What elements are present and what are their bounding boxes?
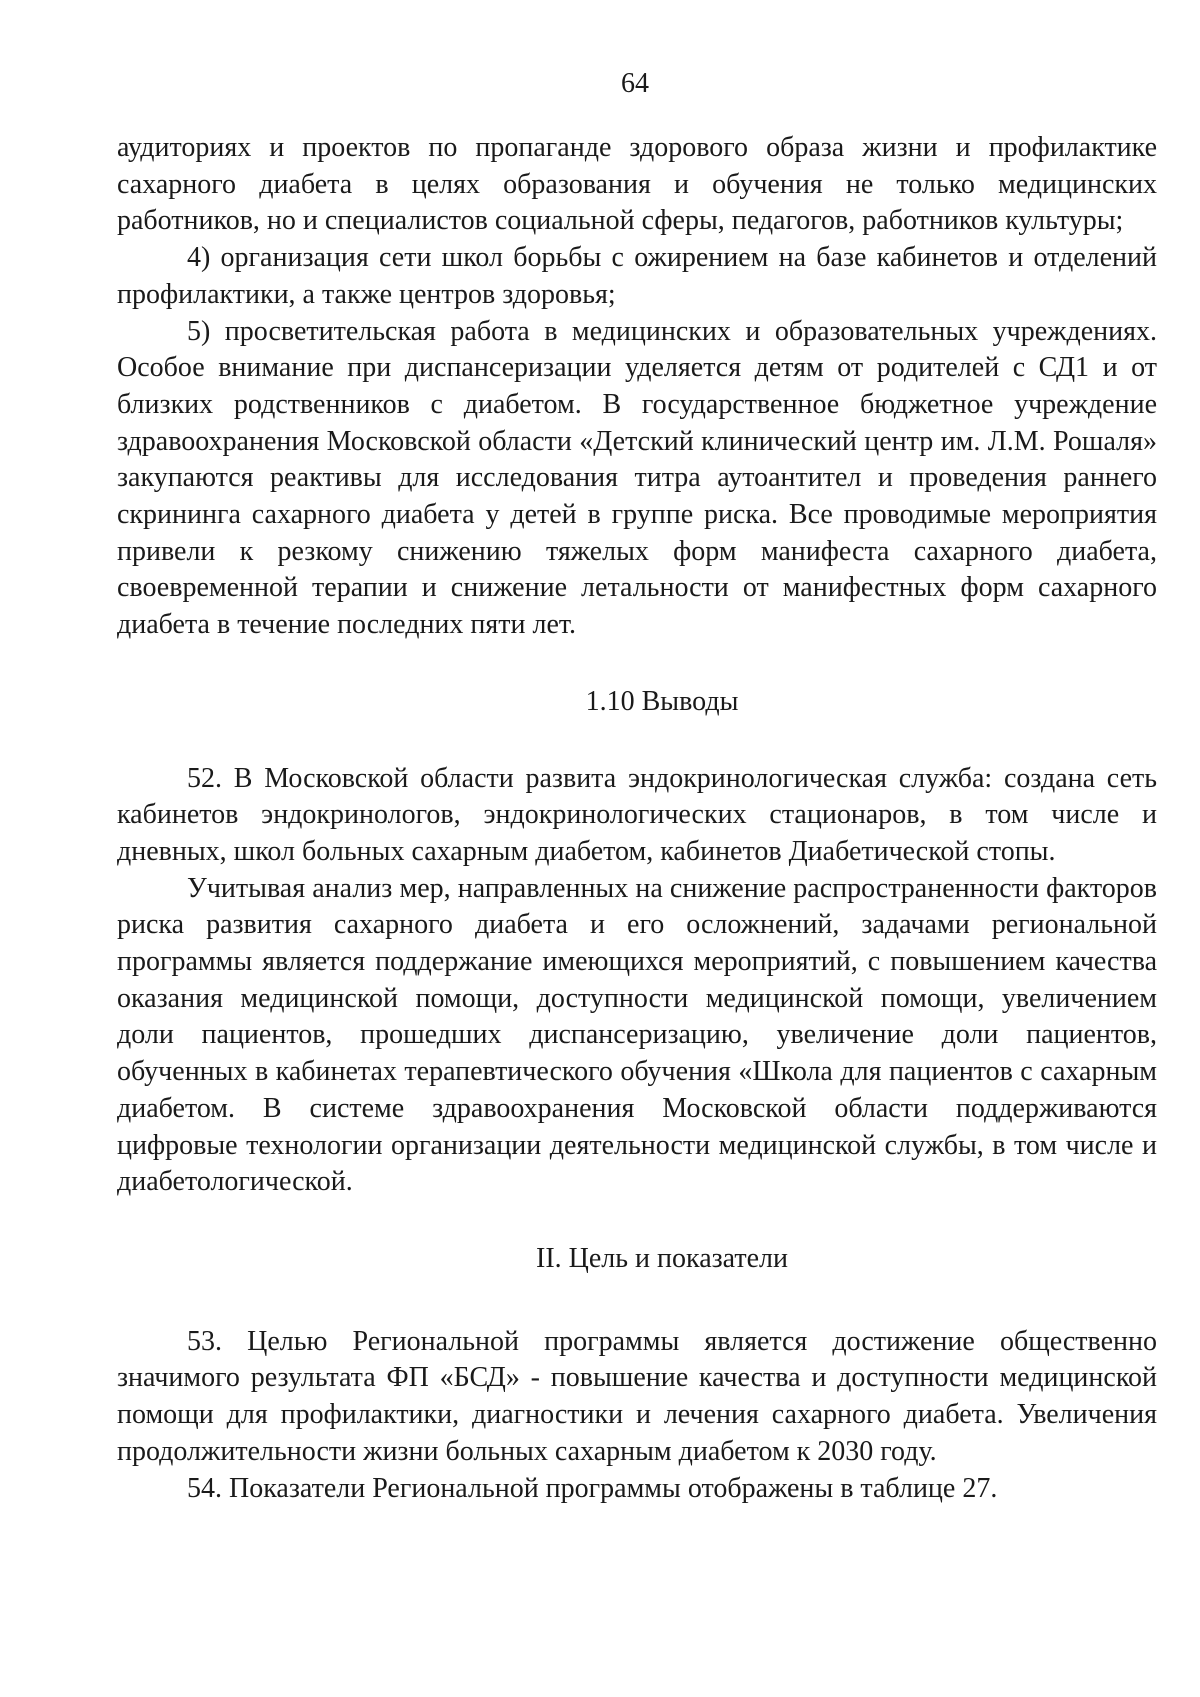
paragraph-52: 52. В Московской области развита эндокринологическая служба: создана сеть кабинетов эндокринологов, эндокринологических стационаров, в том числе и дневных, школ больных сахарным диабетом, кабинетов Диабетической стопы. — [117, 762, 1157, 867]
paragraph-54: 54. Показатели Региональной программы отображены в таблице 27. — [187, 1472, 998, 1504]
page-number: 64 — [621, 68, 649, 99]
paragraph-analysis: Учитывая анализ мер, направленных на снижение распространенности факторов риска развития сахарного диабета и его осложнений, задачами региональной программы является поддержание имеющихся мероприятий, с повышением качества оказания медицинской помощи, доступности медицинской помощи, увеличением доли пациентов, прошедших диспансеризацию, увеличение доли пациентов, обученных в кабинетах терапевтического обучения «Школа для пациентов с сахарным диабетом. В системе здравоохранения Московской области поддерживаются цифровые технологии организации деятельности медицинской службы, в том числе и диабетологической. — [117, 872, 1157, 1198]
list-item-4: 4) организация сети школ борьбы с ожирением на базе кабинетов и отделений профилактики, а также центров здоровья; — [117, 242, 1157, 310]
section-heading-goals: II. Цель и показатели — [536, 1242, 788, 1274]
paragraph-continuation: аудиториях и проектов по пропаганде здорового образа жизни и профилактике сахарного диабета в целях образования и обучения не только медицинских работников, но и специалистов социальной сферы, педагогов, работников культуры; — [117, 132, 1157, 237]
paragraph-53: 53. Целью Региональной программы является достижение общественно значимого результата ФП «БСД» - повышение качества и доступности медицинской помощи для профилактики, диагностики и лечения сахарного диабета. Увеличения продолжительности жизни больных сахарным диабетом к 2030 году. — [117, 1325, 1157, 1467]
document-body — [117, 130, 1157, 1507]
list-item-5: 5) просветительская работа в медицинских и образовательных учреждениях. Особое внимание при диспансеризации уделяется детям от родителей с СД1 и от близких родственников с диабетом. В государственное бюджетное учреждение здравоохранения Московской области «Детский клинический центр им. Л.М. Рошаля» закупаются реактивы для исследования титра аутоантител и проведения раннего скрининга сахарного диабета у детей в группе риска. Все проводимые мероприятия привели к резкому снижению тяжелых форм манифеста сахарного диабета, своевременной терапии и снижение летальности от манифестных форм сахарного диабета в течение последних пяти лет. — [117, 315, 1157, 641]
section-heading-conclusions: 1.10 Выводы — [585, 685, 739, 717]
